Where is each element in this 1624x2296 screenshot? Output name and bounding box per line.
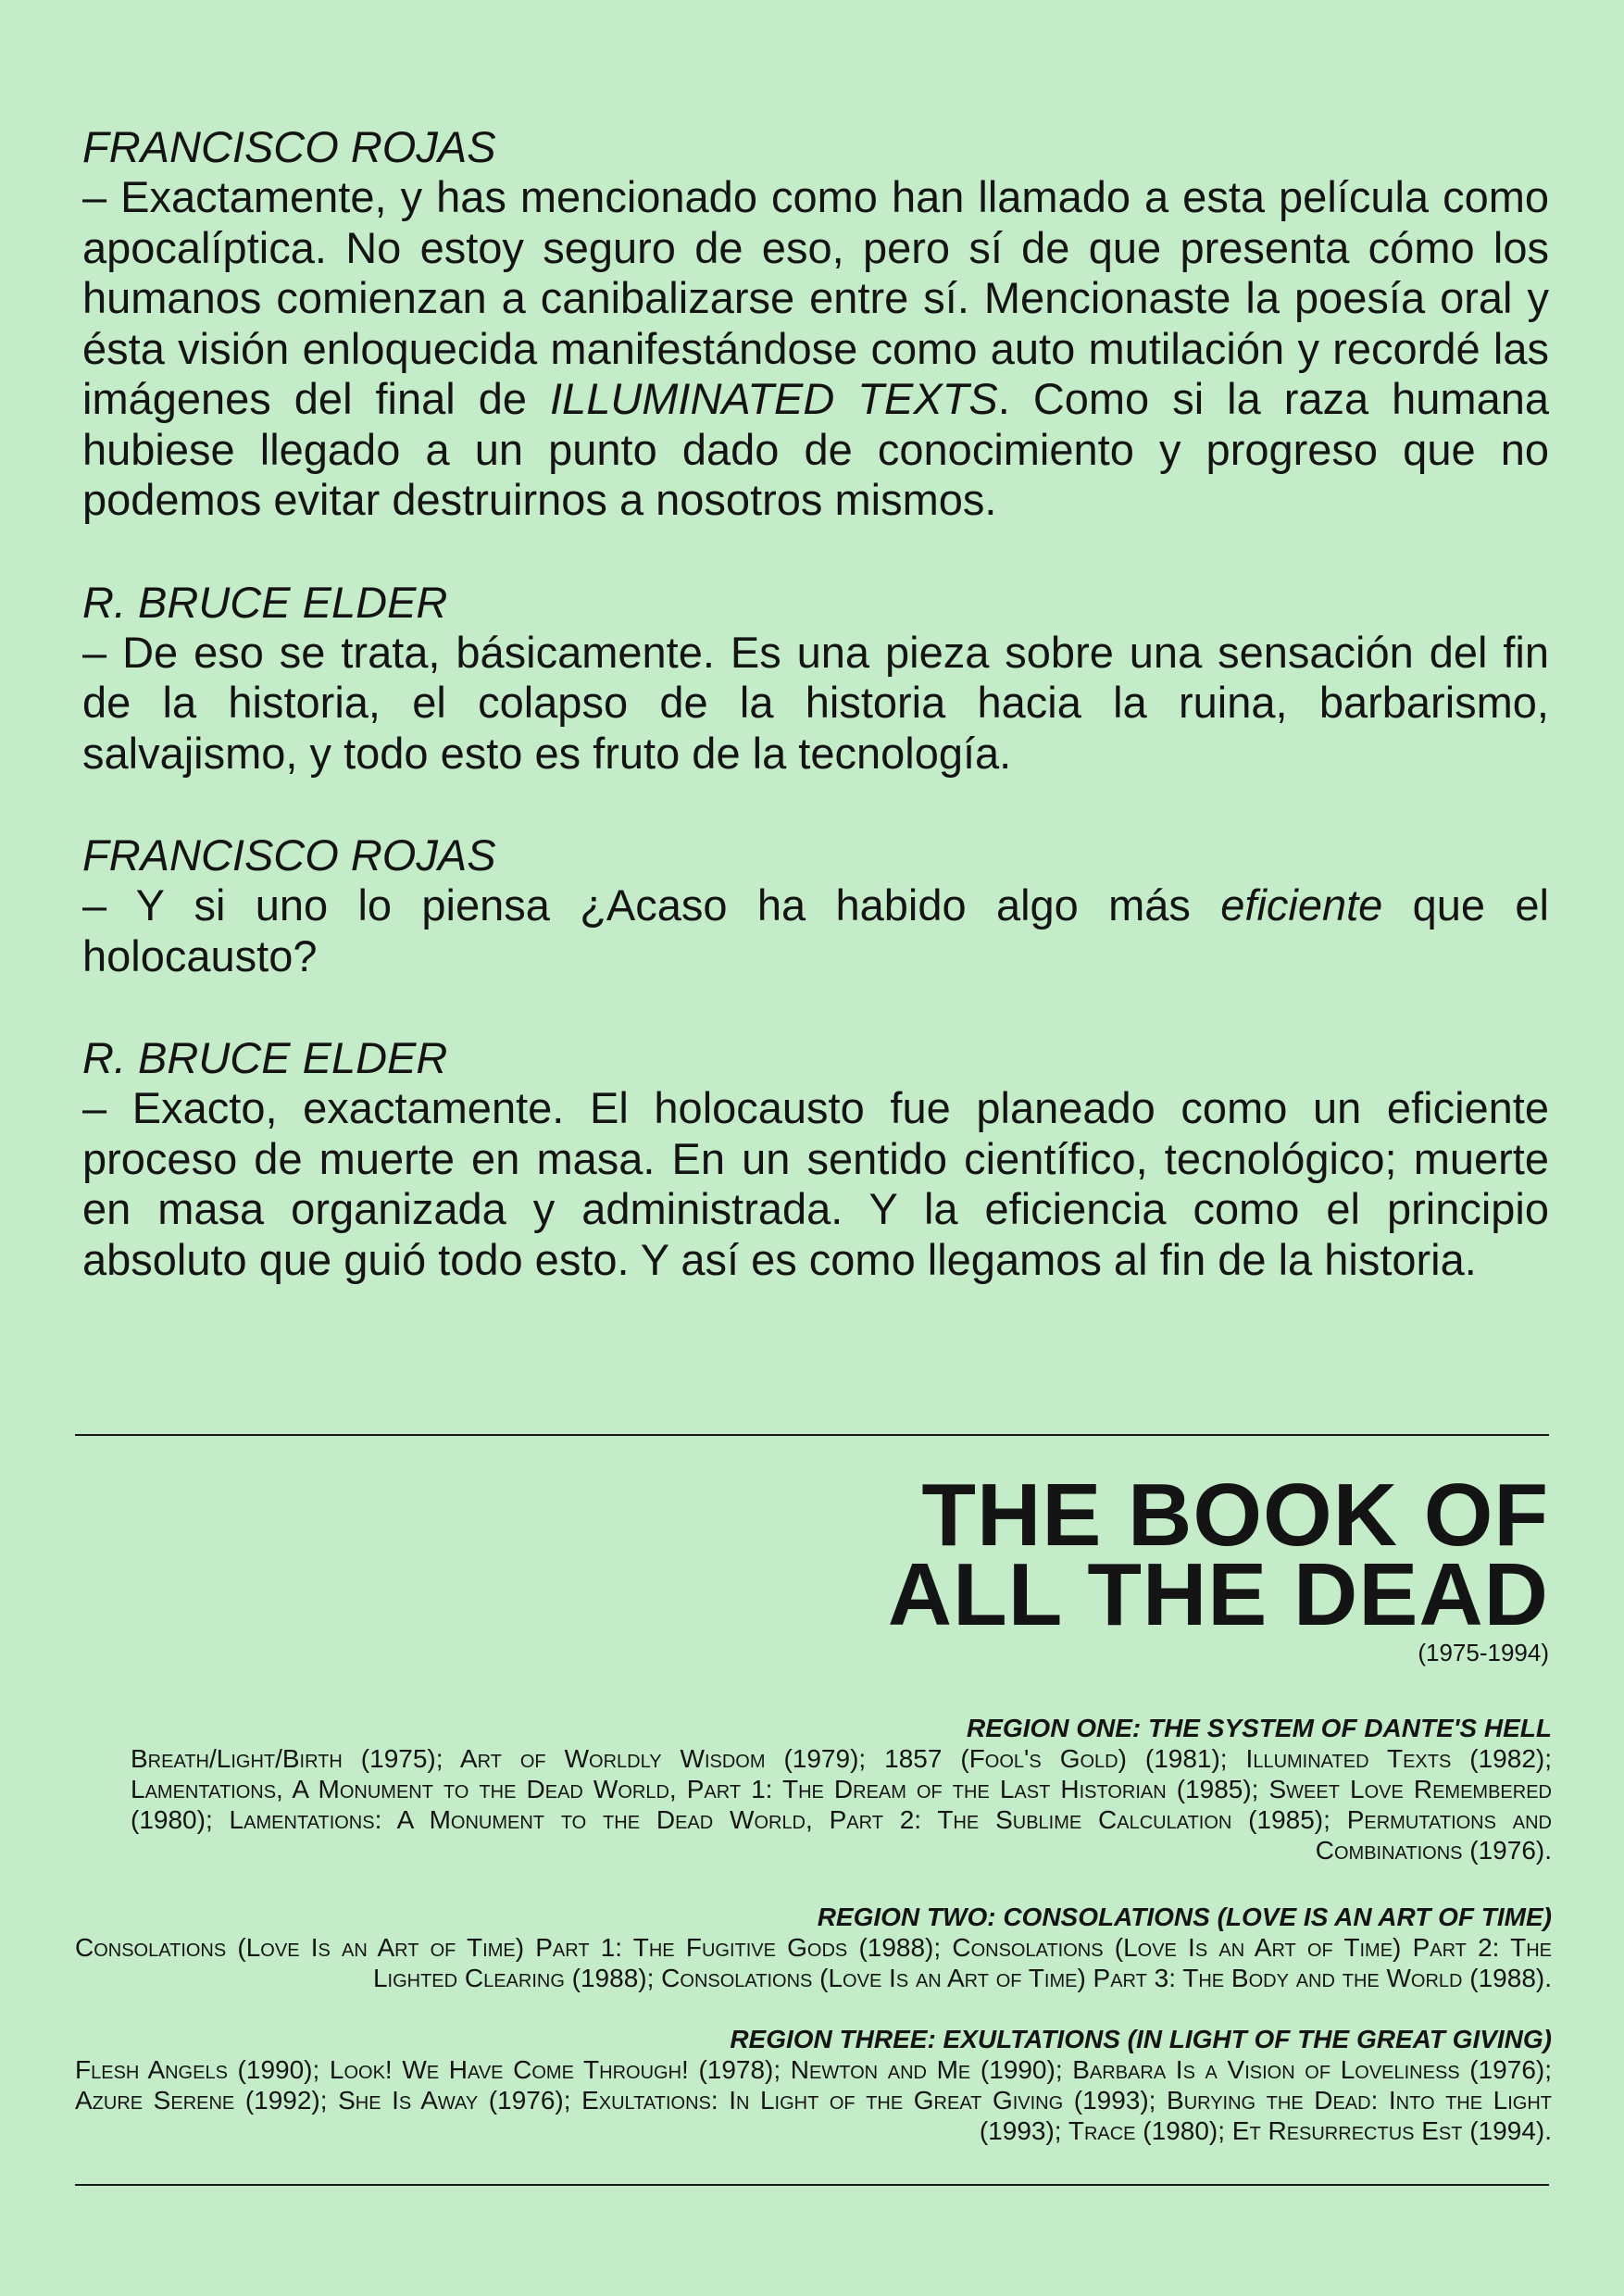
region-heading: REGION THREE: EXULTATIONS (IN LIGHT OF THE GREAT GIVING) [730, 2025, 1552, 2053]
speech-paragraph [82, 628, 1549, 780]
speech-text: . Como si la raza humana hubiese llegado a un punto dado de conocimiento y progreso que no podemos evitar destruirnos a nosotros mismos. [82, 374, 1549, 524]
speaker-name: R. BRUCE ELDER [82, 1033, 448, 1082]
speech-paragraph [82, 172, 1549, 526]
speaker-name: FRANCISCO ROJAS [82, 830, 496, 880]
book-years: (1975-1994) [1418, 1639, 1549, 1666]
book-title [887, 1466, 1549, 1644]
interview-exchange [82, 830, 1549, 981]
interview-exchange [82, 122, 1549, 526]
region-works-list: Consolations (Love Is an Art of Time) Part 1: The Fugitive Gods (1988); Consolations (Love Is an Art of Time) Part 2: The Lighted Clearing (1988); Consolations (Love Is an Art of Time) Part 3: The Body and the World (1988). [75, 1933, 1552, 1992]
speech-paragraph [82, 1083, 1549, 1285]
region-one [75, 1713, 1552, 1866]
speaker-name: FRANCISCO ROJAS [82, 122, 496, 171]
region-heading: REGION ONE: THE SYSTEM OF DANTE'S HELL [966, 1714, 1552, 1742]
speech-text: – De eso se trata, básicamente. Es una pieza sobre una sensación del fin de la historia, el colapso de la historia hacia la ruina, barbarismo, salvajismo, y todo esto es fruto de la tecnología. [82, 627, 1549, 778]
region-works-list: Flesh Angels (1990); Look! We Have Come Through! (1978); Newton and Me (1990); Barbara Is a Vision of Loveliness (1976); Azure Serene (1992); She Is Away (1976); Exultations: In Light of the Great Giving (1993); Burying the Dead: Into the Light (1993); Trace (1980); Et Resurrectus Est (1994). [75, 2055, 1552, 2145]
speech-paragraph [82, 880, 1549, 981]
speech-text: – Y si uno lo piensa ¿Acaso ha habido algo más [82, 880, 1221, 930]
interview-exchange [82, 578, 1549, 780]
divider-top [75, 1434, 1549, 1436]
speech-emphasis: eficiente [1220, 880, 1383, 930]
book-title-line: ALL THE DEAD [887, 1545, 1549, 1644]
speech-emphasis: ILLUMINATED TEXTS [550, 374, 998, 423]
book-title-line: THE BOOK OF [921, 1466, 1549, 1565]
divider-bottom [75, 2184, 1549, 2186]
region-heading: REGION TWO: CONSOLATIONS (LOVE IS AN ART OF TIME) [817, 1903, 1552, 1931]
speech-text: que el holocausto? [82, 880, 1549, 980]
region-works-list: Breath/Light/Birth (1975); Art of Worldly Wisdom (1979); 1857 (Fool's Gold) (1981); Illuminated Texts (1982); Lamentations, A Monument to the Dead World, Part 1: The Dream of the Last Historian (1985); Sweet Love Remembered (1980); Lamentations: A Monument to the Dead World, Part 2: The Sublime Calculation (1985); Permutations and Combinations (1976). [131, 1744, 1552, 1865]
interview-exchange [82, 1033, 1549, 1285]
speaker-name: R. BRUCE ELDER [82, 577, 448, 627]
region-two [75, 1902, 1552, 1993]
interview-section [82, 122, 1549, 1337]
speech-text: – Exactamente, y has mencionado como han llamado a esta película como apocalíptica. No estoy seguro de eso, pero sí de que presenta cómo los humanos comienzan a canibalizarse entre sí. Mencionaste la poesía oral y ésta visión enloquecida manifestándose como auto mutilación y recordé las imágenes del final de [82, 172, 1549, 423]
region-three [75, 2024, 1552, 2146]
speech-text: – Exacto, exactamente. El holocausto fue planeado como un eficiente proceso de muerte en masa. En un sentido científico, tecnológico; muerte en masa organizada y administrada. Y la eficiencia como el principio absoluto que guió todo esto. Y así es como llegamos al fin de la historia. [82, 1083, 1549, 1284]
